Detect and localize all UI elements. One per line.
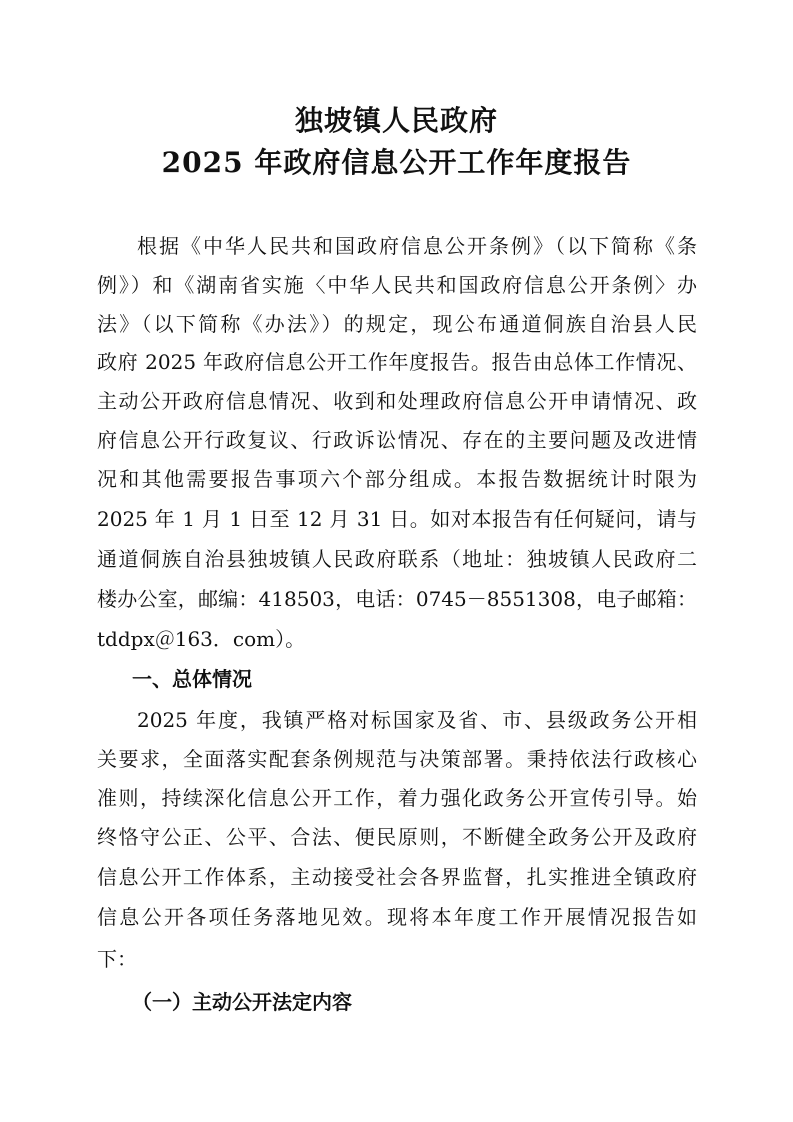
- section-line: 下：: [97, 947, 137, 971]
- section-line: 2025 年度，我镇严格对标国家及省、市、县级政务公开相: [137, 708, 697, 732]
- intro-line: 法》（以下简称《办法》）的规定，现公布通道侗族自治县人民: [97, 312, 697, 336]
- section-line: 终恪守公正、公平、合法、便民原则，不断健全政务公开及政府: [97, 825, 697, 849]
- subsection-heading: （一）主动公开法定内容: [132, 990, 352, 1014]
- document-title-line1: 独坡镇人民政府: [294, 104, 498, 137]
- intro-line: 2025 年 1 月 1 日至 12 月 31 日。如对本报告有任何疑问，请与: [97, 507, 697, 531]
- intro-line: 况和其他需要报告事项六个部分组成。本报告数据统计时限为: [97, 467, 697, 491]
- intro-line: 政府 2025 年政府信息公开工作年度报告。报告由总体工作情况、: [97, 350, 697, 374]
- document-title-line2: 2025 年政府信息公开工作年度报告: [161, 146, 632, 179]
- intro-line: 楼办公室，邮编：418503，电话：0745－8551308，电子邮箱：: [97, 587, 697, 611]
- intro-line: 通道侗族自治县独坡镇人民政府联系（地址：独坡镇人民政府二: [97, 547, 697, 571]
- intro-line: 根据《中华人民共和国政府信息公开条例》（以下简称《条: [137, 234, 697, 258]
- section-line: 信息公开工作体系，主动接受社会各界监督，扎实推进全镇政府: [97, 865, 697, 889]
- section-line: 关要求，全面落实配套条例规范与决策部署。秉持依法行政核心: [97, 747, 697, 771]
- intro-line: 主动公开政府信息情况、收到和处理政府信息公开申请情况、政: [97, 389, 697, 413]
- intro-line: 例》）和《湖南省实施〈中华人民共和国政府信息公开条例〉办: [97, 273, 697, 297]
- section-heading-overview: 一、总体情况: [132, 667, 252, 691]
- section-line: 准则，持续深化信息公开工作，着力强化政务公开宣传引导。始: [97, 786, 697, 810]
- intro-line: 府信息公开行政复议、行政诉讼情况、存在的主要问题及改进情: [97, 428, 697, 452]
- intro-line: tddpx＠163．com）。: [97, 627, 306, 651]
- section-line: 信息公开各项任务落地见效。现将本年度工作开展情况报告如: [97, 905, 697, 929]
